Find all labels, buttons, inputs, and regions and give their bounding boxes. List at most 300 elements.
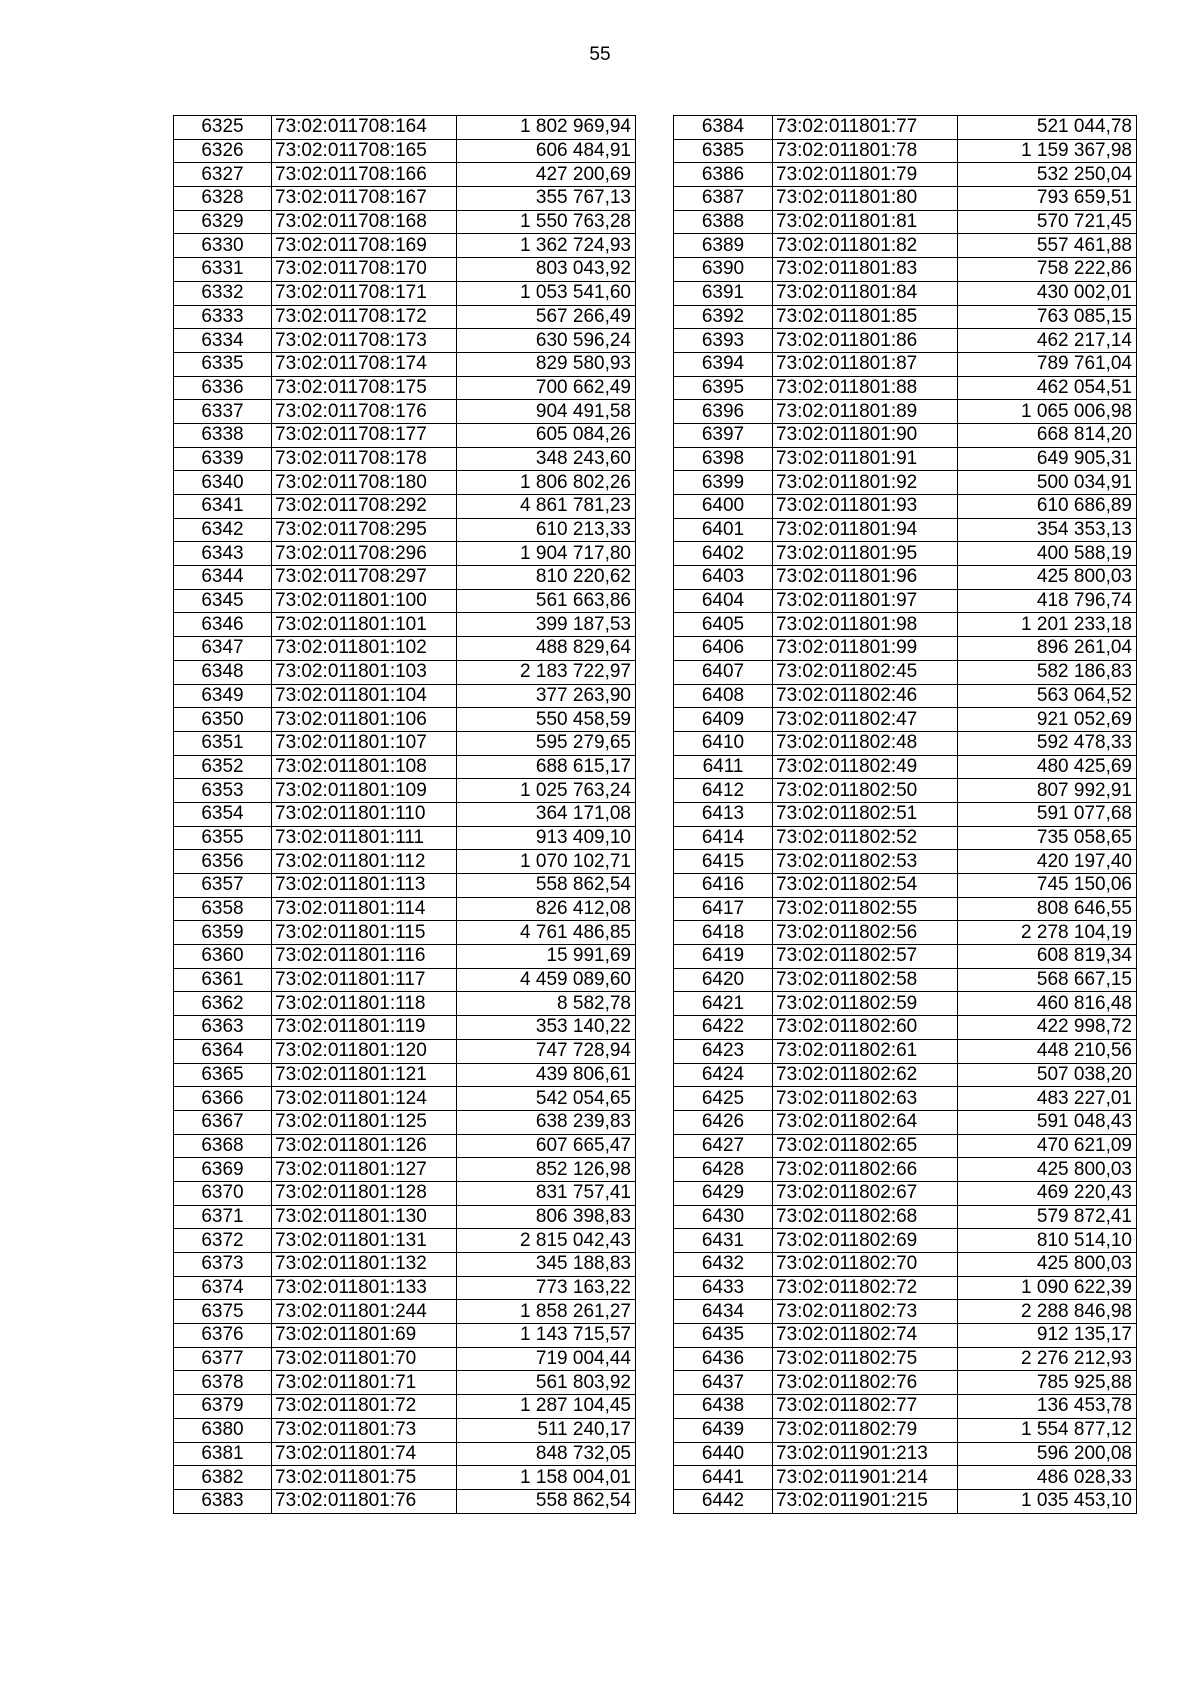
table-row <box>174 1087 636 1111</box>
cadastral-number-cell: 73:02:011802:67 <box>773 1181 958 1205</box>
cadastral-number-cell: 73:02:011708:297 <box>272 566 457 590</box>
value-cell: 422 998,72 <box>958 1016 1137 1040</box>
value-cell: 803 043,92 <box>457 258 636 282</box>
value-cell: 354 353,13 <box>958 518 1137 542</box>
cadastral-number-cell: 73:02:011801:114 <box>272 897 457 921</box>
value-cell: 806 398,83 <box>457 1205 636 1229</box>
cadastral-number-cell: 73:02:011801:87 <box>773 352 958 376</box>
cadastral-number-cell: 73:02:011802:55 <box>773 897 958 921</box>
table-row <box>674 1395 1137 1419</box>
value-cell: 470 621,09 <box>958 1134 1137 1158</box>
value-cell: 607 665,47 <box>457 1134 636 1158</box>
table-row <box>174 1347 636 1371</box>
value-cell: 1 550 763,28 <box>457 210 636 234</box>
cadastral-number-cell: 73:02:011801:131 <box>272 1229 457 1253</box>
row-number-cell: 6404 <box>674 589 773 613</box>
cadastral-number-cell: 73:02:011801:95 <box>773 542 958 566</box>
value-cell: 420 197,40 <box>958 850 1137 874</box>
table-row <box>174 305 636 329</box>
row-number-cell: 6345 <box>174 589 272 613</box>
value-cell: 488 829,64 <box>457 637 636 661</box>
cadastral-number-cell: 73:02:011801:102 <box>272 637 457 661</box>
value-cell: 364 171,08 <box>457 802 636 826</box>
table-row <box>674 234 1137 258</box>
table-row <box>674 1466 1137 1490</box>
table-row <box>674 968 1137 992</box>
value-cell: 561 663,86 <box>457 589 636 613</box>
value-cell: 700 662,49 <box>457 376 636 400</box>
value-cell: 567 266,49 <box>457 305 636 329</box>
cadastral-number-cell: 73:02:011708:170 <box>272 258 457 282</box>
cadastral-number-cell: 73:02:011901:213 <box>773 1442 958 1466</box>
table-row <box>174 1466 636 1490</box>
cadastral-number-cell: 73:02:011801:72 <box>272 1395 457 1419</box>
cadastral-number-cell: 73:02:011801:70 <box>272 1347 457 1371</box>
value-cell: 810 514,10 <box>958 1229 1137 1253</box>
cadastral-number-cell: 73:02:011802:58 <box>773 968 958 992</box>
row-number-cell: 6429 <box>674 1181 773 1205</box>
cadastral-number-cell: 73:02:011802:63 <box>773 1087 958 1111</box>
row-number-cell: 6358 <box>174 897 272 921</box>
cadastral-number-cell: 73:02:011801:120 <box>272 1039 457 1063</box>
cadastral-number-cell: 73:02:011801:75 <box>272 1466 457 1490</box>
value-cell: 668 814,20 <box>958 423 1137 447</box>
row-number-cell: 6348 <box>174 660 272 684</box>
value-cell: 448 210,56 <box>958 1039 1137 1063</box>
cadastral-number-cell: 73:02:011802:45 <box>773 660 958 684</box>
row-number-cell: 6380 <box>174 1418 272 1442</box>
cadastral-number-cell: 73:02:011802:62 <box>773 1063 958 1087</box>
row-number-cell: 6347 <box>174 637 272 661</box>
page-number: 55 <box>589 44 611 65</box>
row-number-cell: 6427 <box>674 1134 773 1158</box>
row-number-cell: 6382 <box>174 1466 272 1490</box>
row-number-cell: 6425 <box>674 1087 773 1111</box>
cadastral-number-cell: 73:02:011801:73 <box>272 1418 457 1442</box>
table-row <box>174 210 636 234</box>
table-row <box>674 400 1137 424</box>
table-row <box>674 1110 1137 1134</box>
value-cell: 1 159 367,98 <box>958 139 1137 163</box>
value-cell: 558 862,54 <box>457 1489 636 1513</box>
value-cell: 1 053 541,60 <box>457 281 636 305</box>
cadastral-number-cell: 73:02:011802:73 <box>773 1300 958 1324</box>
row-number-cell: 6413 <box>674 802 773 826</box>
value-cell: 8 582,78 <box>457 992 636 1016</box>
value-cell: 592 478,33 <box>958 731 1137 755</box>
cadastral-number-cell: 73:02:011708:165 <box>272 139 457 163</box>
value-cell: 848 732,05 <box>457 1442 636 1466</box>
value-cell: 852 126,98 <box>457 1158 636 1182</box>
cadastral-number-cell: 73:02:011801:104 <box>272 684 457 708</box>
value-cell: 136 453,78 <box>958 1395 1137 1419</box>
row-number-cell: 6400 <box>674 495 773 519</box>
row-number-cell: 6442 <box>674 1489 773 1513</box>
value-cell: 353 140,22 <box>457 1016 636 1040</box>
table-row <box>174 163 636 187</box>
cadastral-number-cell: 73:02:011801:103 <box>272 660 457 684</box>
row-number-cell: 6394 <box>674 352 773 376</box>
cadastral-number-cell: 73:02:011708:175 <box>272 376 457 400</box>
table-row <box>174 518 636 542</box>
row-number-cell: 6441 <box>674 1466 773 1490</box>
row-number-cell: 6438 <box>674 1395 773 1419</box>
table-row <box>674 139 1137 163</box>
cadastral-number-cell: 73:02:011708:172 <box>272 305 457 329</box>
row-number-cell: 6374 <box>174 1276 272 1300</box>
cadastral-number-cell: 73:02:011708:180 <box>272 471 457 495</box>
table-row <box>674 471 1137 495</box>
cadastral-number-cell: 73:02:011801:128 <box>272 1181 457 1205</box>
table-row <box>174 992 636 1016</box>
table-row <box>174 1395 636 1419</box>
table-row <box>674 1134 1137 1158</box>
cadastral-number-cell: 73:02:011801:77 <box>773 116 958 140</box>
table-row <box>174 234 636 258</box>
row-number-cell: 6328 <box>174 187 272 211</box>
table-row <box>174 187 636 211</box>
table-row <box>174 281 636 305</box>
value-cell: 896 261,04 <box>958 637 1137 661</box>
cadastral-number-cell: 73:02:011708:168 <box>272 210 457 234</box>
value-cell: 829 580,93 <box>457 352 636 376</box>
value-cell: 1 554 877,12 <box>958 1418 1137 1442</box>
cadastral-number-cell: 73:02:011802:61 <box>773 1039 958 1063</box>
table-row <box>674 1489 1137 1513</box>
cadastral-number-cell: 73:02:011802:48 <box>773 731 958 755</box>
value-cell: 1 143 715,57 <box>457 1324 636 1348</box>
value-cell: 561 803,92 <box>457 1371 636 1395</box>
cadastral-number-cell: 73:02:011802:74 <box>773 1324 958 1348</box>
row-number-cell: 6378 <box>174 1371 272 1395</box>
value-cell: 4 861 781,23 <box>457 495 636 519</box>
cadastral-number-cell: 73:02:011801:117 <box>272 968 457 992</box>
value-cell: 579 872,41 <box>958 1205 1137 1229</box>
value-cell: 425 800,03 <box>958 1158 1137 1182</box>
cadastral-number-cell: 73:02:011802:66 <box>773 1158 958 1182</box>
cadastral-number-cell: 73:02:011802:75 <box>773 1347 958 1371</box>
row-number-cell: 6372 <box>174 1229 272 1253</box>
value-cell: 1 070 102,71 <box>457 850 636 874</box>
value-cell: 596 200,08 <box>958 1442 1137 1466</box>
table-row <box>674 1324 1137 1348</box>
table-row <box>674 305 1137 329</box>
table-row <box>674 495 1137 519</box>
cadastral-number-cell: 73:02:011801:101 <box>272 613 457 637</box>
value-cell: 427 200,69 <box>457 163 636 187</box>
value-cell: 608 819,34 <box>958 945 1137 969</box>
value-cell: 638 239,83 <box>457 1110 636 1134</box>
value-cell: 789 761,04 <box>958 352 1137 376</box>
table-row <box>674 1181 1137 1205</box>
cadastral-number-cell: 73:02:011801:84 <box>773 281 958 305</box>
row-number-cell: 6331 <box>174 258 272 282</box>
row-number-cell: 6366 <box>174 1087 272 1111</box>
row-number-cell: 6349 <box>174 684 272 708</box>
table-row <box>674 376 1137 400</box>
cadastral-number-cell: 73:02:011801:94 <box>773 518 958 542</box>
cadastral-number-cell: 73:02:011801:76 <box>272 1489 457 1513</box>
cadastral-number-cell: 73:02:011802:69 <box>773 1229 958 1253</box>
value-cell: 568 667,15 <box>958 968 1137 992</box>
cadastral-number-cell: 73:02:011802:72 <box>773 1276 958 1300</box>
value-cell: 758 222,86 <box>958 258 1137 282</box>
cadastral-number-cell: 73:02:011801:80 <box>773 187 958 211</box>
value-cell: 2 183 722,97 <box>457 660 636 684</box>
cadastral-number-cell: 73:02:011801:113 <box>272 874 457 898</box>
cadastral-number-cell: 73:02:011801:119 <box>272 1016 457 1040</box>
table-row <box>174 1300 636 1324</box>
row-number-cell: 6376 <box>174 1324 272 1348</box>
row-number-cell: 6338 <box>174 423 272 447</box>
value-cell: 550 458,59 <box>457 708 636 732</box>
value-cell: 610 213,33 <box>457 518 636 542</box>
row-number-cell: 6362 <box>174 992 272 1016</box>
table-row <box>674 1442 1137 1466</box>
table-row <box>174 1324 636 1348</box>
value-cell: 399 187,53 <box>457 613 636 637</box>
cadastral-number-cell: 73:02:011708:295 <box>272 518 457 542</box>
table-row <box>174 921 636 945</box>
table-row <box>674 755 1137 779</box>
cadastral-number-cell: 73:02:011801:97 <box>773 589 958 613</box>
value-cell: 763 085,15 <box>958 305 1137 329</box>
row-number-cell: 6367 <box>174 1110 272 1134</box>
row-number-cell: 6430 <box>674 1205 773 1229</box>
table-row <box>674 802 1137 826</box>
cadastral-number-cell: 73:02:011801:125 <box>272 1110 457 1134</box>
value-cell: 793 659,51 <box>958 187 1137 211</box>
table-row <box>174 684 636 708</box>
value-cell: 542 054,65 <box>457 1087 636 1111</box>
row-number-cell: 6325 <box>174 116 272 140</box>
row-number-cell: 6377 <box>174 1347 272 1371</box>
table-row <box>674 1253 1137 1277</box>
table-row <box>174 897 636 921</box>
table-row <box>674 1205 1137 1229</box>
table-row <box>174 1110 636 1134</box>
cadastral-number-cell: 73:02:011708:167 <box>272 187 457 211</box>
row-number-cell: 6392 <box>674 305 773 329</box>
value-cell: 591 048,43 <box>958 1110 1137 1134</box>
table-row <box>174 329 636 353</box>
value-cell: 2 815 042,43 <box>457 1229 636 1253</box>
row-number-cell: 6419 <box>674 945 773 969</box>
row-number-cell: 6424 <box>674 1063 773 1087</box>
value-cell: 747 728,94 <box>457 1039 636 1063</box>
row-number-cell: 6433 <box>674 1276 773 1300</box>
value-cell: 558 862,54 <box>457 874 636 898</box>
value-cell: 826 412,08 <box>457 897 636 921</box>
value-cell: 735 058,65 <box>958 826 1137 850</box>
table-row <box>674 163 1137 187</box>
table-row <box>674 423 1137 447</box>
table-row <box>174 400 636 424</box>
row-number-cell: 6335 <box>174 352 272 376</box>
cadastral-number-cell: 73:02:011802:64 <box>773 1110 958 1134</box>
value-cell: 570 721,45 <box>958 210 1137 234</box>
cadastral-number-cell: 73:02:011801:96 <box>773 566 958 590</box>
value-cell: 1 806 802,26 <box>457 471 636 495</box>
row-number-cell: 6421 <box>674 992 773 1016</box>
value-cell: 480 425,69 <box>958 755 1137 779</box>
value-cell: 400 588,19 <box>958 542 1137 566</box>
row-number-cell: 6432 <box>674 1253 773 1277</box>
cadastral-number-cell: 73:02:011801:107 <box>272 731 457 755</box>
table-row <box>674 684 1137 708</box>
table-row <box>674 1039 1137 1063</box>
cadastral-number-cell: 73:02:011802:68 <box>773 1205 958 1229</box>
row-number-cell: 6435 <box>674 1324 773 1348</box>
value-cell: 430 002,01 <box>958 281 1137 305</box>
row-number-cell: 6431 <box>674 1229 773 1253</box>
row-number-cell: 6364 <box>174 1039 272 1063</box>
cadastral-number-cell: 73:02:011802:70 <box>773 1253 958 1277</box>
value-cell: 913 409,10 <box>457 826 636 850</box>
table-row <box>174 1229 636 1253</box>
cadastral-number-cell: 73:02:011802:47 <box>773 708 958 732</box>
value-cell: 348 243,60 <box>457 447 636 471</box>
value-cell: 425 800,03 <box>958 1253 1137 1277</box>
cadastral-number-cell: 73:02:011801:92 <box>773 471 958 495</box>
row-number-cell: 6428 <box>674 1158 773 1182</box>
value-cell: 4 761 486,85 <box>457 921 636 945</box>
table-row <box>174 1276 636 1300</box>
cadastral-number-cell: 73:02:011801:74 <box>272 1442 457 1466</box>
row-number-cell: 6439 <box>674 1418 773 1442</box>
table-row <box>674 1347 1137 1371</box>
table-row <box>174 447 636 471</box>
table-row <box>674 779 1137 803</box>
row-number-cell: 6401 <box>674 518 773 542</box>
row-number-cell: 6389 <box>674 234 773 258</box>
table-row <box>174 755 636 779</box>
value-cell: 439 806,61 <box>457 1063 636 1087</box>
row-number-cell: 6360 <box>174 945 272 969</box>
table-row <box>174 802 636 826</box>
table-row <box>174 637 636 661</box>
value-cell: 649 905,31 <box>958 447 1137 471</box>
row-number-cell: 6361 <box>174 968 272 992</box>
row-number-cell: 6405 <box>674 613 773 637</box>
table-row <box>674 542 1137 566</box>
value-cell: 460 816,48 <box>958 992 1137 1016</box>
value-cell: 904 491,58 <box>457 400 636 424</box>
value-cell: 912 135,17 <box>958 1324 1137 1348</box>
table-row <box>174 542 636 566</box>
cadastral-number-cell: 73:02:011802:60 <box>773 1016 958 1040</box>
value-cell: 4 459 089,60 <box>457 968 636 992</box>
table-row <box>174 1418 636 1442</box>
cadastral-number-cell: 73:02:011801:126 <box>272 1134 457 1158</box>
value-cell: 1 802 969,94 <box>457 116 636 140</box>
table-row <box>674 731 1137 755</box>
value-cell: 511 240,17 <box>457 1418 636 1442</box>
value-cell: 418 796,74 <box>958 589 1137 613</box>
cadastral-number-cell: 73:02:011801:71 <box>272 1371 457 1395</box>
cadastral-number-cell: 73:02:011708:169 <box>272 234 457 258</box>
cadastral-number-cell: 73:02:011801:106 <box>272 708 457 732</box>
table-row <box>674 281 1137 305</box>
table-row <box>674 897 1137 921</box>
table-row <box>174 258 636 282</box>
table-row <box>174 1489 636 1513</box>
cadastral-number-cell: 73:02:011708:166 <box>272 163 457 187</box>
row-number-cell: 6384 <box>674 116 773 140</box>
value-cell: 2 288 846,98 <box>958 1300 1137 1324</box>
row-number-cell: 6410 <box>674 731 773 755</box>
cadastral-number-cell: 73:02:011708:173 <box>272 329 457 353</box>
table-row <box>674 566 1137 590</box>
table-row <box>174 1371 636 1395</box>
cadastral-number-cell: 73:02:011801:130 <box>272 1205 457 1229</box>
cadastral-number-cell: 73:02:011802:77 <box>773 1395 958 1419</box>
cadastral-number-cell: 73:02:011801:133 <box>272 1276 457 1300</box>
row-number-cell: 6422 <box>674 1016 773 1040</box>
table-row <box>174 566 636 590</box>
row-number-cell: 6343 <box>174 542 272 566</box>
value-cell: 745 150,06 <box>958 874 1137 898</box>
table-row <box>674 116 1137 140</box>
row-number-cell: 6415 <box>674 850 773 874</box>
value-cell: 719 004,44 <box>457 1347 636 1371</box>
cadastral-number-cell: 73:02:011801:110 <box>272 802 457 826</box>
value-cell: 1 025 763,24 <box>457 779 636 803</box>
row-number-cell: 6406 <box>674 637 773 661</box>
value-cell: 773 163,22 <box>457 1276 636 1300</box>
value-cell: 377 263,90 <box>457 684 636 708</box>
cadastral-number-cell: 73:02:011801:81 <box>773 210 958 234</box>
row-number-cell: 6399 <box>674 471 773 495</box>
row-number-cell: 6414 <box>674 826 773 850</box>
cadastral-number-cell: 73:02:011708:174 <box>272 352 457 376</box>
row-number-cell: 6396 <box>674 400 773 424</box>
row-number-cell: 6344 <box>174 566 272 590</box>
value-cell: 462 217,14 <box>958 329 1137 353</box>
table-row <box>674 637 1137 661</box>
table-row <box>174 708 636 732</box>
table-row <box>174 1039 636 1063</box>
value-cell: 2 278 104,19 <box>958 921 1137 945</box>
cadastral-number-cell: 73:02:011801:69 <box>272 1324 457 1348</box>
table-row <box>174 850 636 874</box>
table-row <box>674 1229 1137 1253</box>
value-cell: 15 991,69 <box>457 945 636 969</box>
row-number-cell: 6407 <box>674 660 773 684</box>
table-row <box>674 210 1137 234</box>
table-row <box>174 1063 636 1087</box>
row-number-cell: 6336 <box>174 376 272 400</box>
table-row <box>674 1418 1137 1442</box>
row-number-cell: 6379 <box>174 1395 272 1419</box>
value-cell: 2 276 212,93 <box>958 1347 1137 1371</box>
table-row <box>174 779 636 803</box>
cadastral-number-cell: 73:02:011801:91 <box>773 447 958 471</box>
value-cell: 532 250,04 <box>958 163 1137 187</box>
row-number-cell: 6340 <box>174 471 272 495</box>
row-number-cell: 6356 <box>174 850 272 874</box>
value-cell: 591 077,68 <box>958 802 1137 826</box>
table-row <box>174 1134 636 1158</box>
cadastral-number-cell: 73:02:011802:65 <box>773 1134 958 1158</box>
row-number-cell: 6409 <box>674 708 773 732</box>
cadastral-number-cell: 73:02:011802:52 <box>773 826 958 850</box>
row-number-cell: 6365 <box>174 1063 272 1087</box>
row-number-cell: 6386 <box>674 163 773 187</box>
cadastral-number-cell: 73:02:011801:109 <box>272 779 457 803</box>
value-cell: 808 646,55 <box>958 897 1137 921</box>
table-row <box>174 376 636 400</box>
